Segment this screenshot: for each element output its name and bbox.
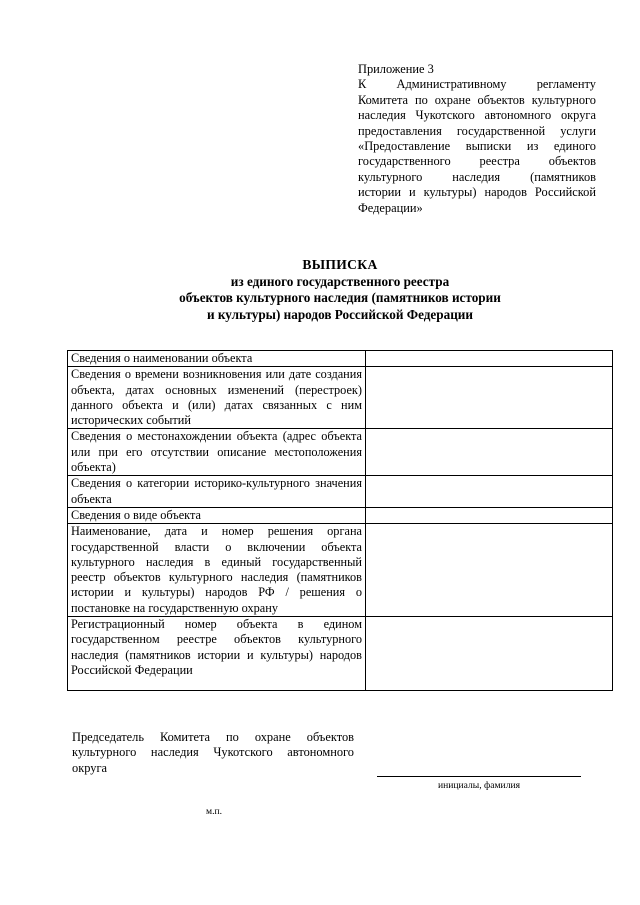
extract-table	[67, 350, 613, 691]
title-line: и культуры) народов Российской Федерации	[207, 306, 473, 322]
appendix-line: истории и культуры) народов Российской	[358, 185, 596, 200]
table-row	[68, 351, 613, 367]
table-row	[68, 617, 613, 691]
table-row	[68, 507, 613, 523]
row-label: Сведения о времени возникновения или дате создания объекта, датах основных изменений (перестроек) данного объекта и (или) датах связанных с ним исторических событий	[68, 367, 366, 429]
row-value	[366, 476, 613, 508]
row-label: Сведения о категории историко-культурного значения объекта	[68, 476, 366, 508]
stamp-mark: м.п.	[206, 806, 223, 817]
appendix-line: наследия Чукотского автономного округа	[358, 108, 596, 123]
title-main: ВЫПИСКА	[302, 257, 378, 272]
table-row	[68, 429, 613, 476]
row-label: Сведения о виде объекта	[68, 507, 366, 523]
appendix-line: государственного реестра объектов	[358, 154, 596, 169]
row-label: Наименование, дата и номер решения органа государственной власти о включении объекта культурного наследия в единый государственный реестр объектов культурного наследия (памятников истории и культуры) народов РФ / решения о постановке на государственную охрану	[68, 524, 366, 617]
row-label: Регистрационный номер объекта в едином государственном реестре объектов культурного наследия (памятников истории и культуры) народов Российской Федерации	[68, 617, 366, 691]
row-label: Сведения о местонахождении объекта (адрес объекта или при его отсутствии описание местоположения объекта)	[68, 429, 366, 476]
row-value	[366, 367, 613, 429]
row-value	[366, 507, 613, 523]
title-line: объектов культурного наследия (памятников истории	[179, 290, 501, 306]
row-value	[366, 351, 613, 367]
table-row	[68, 476, 613, 508]
appendix-line: К Административному регламенту	[358, 77, 596, 92]
appendix-line: предоставления государственной услуги	[358, 123, 596, 138]
row-label: Сведения о наименовании объекта	[68, 351, 366, 367]
document-title	[120, 257, 560, 323]
signature-line	[377, 776, 581, 777]
appendix-line: «Предоставление выписки из единого	[358, 139, 596, 154]
appendix-line: Комитета по охране объектов культурного	[358, 92, 596, 107]
row-value	[366, 429, 613, 476]
title-line: из единого государственного реестра	[230, 273, 450, 289]
signature-caption: инициалы, фамилия	[437, 780, 521, 791]
chairman-title: Председатель Комитета по охране объектов культурного наследия Чукотского автономного округа	[72, 730, 354, 775]
appendix-line: Федерации»	[358, 200, 423, 215]
table-row	[68, 367, 613, 429]
table-row	[68, 524, 613, 617]
appendix-header	[358, 62, 596, 216]
appendix-line: Приложение 3	[358, 62, 434, 76]
row-value	[366, 524, 613, 617]
row-value	[366, 617, 613, 691]
appendix-line: культурного наследия (памятников	[358, 169, 596, 184]
